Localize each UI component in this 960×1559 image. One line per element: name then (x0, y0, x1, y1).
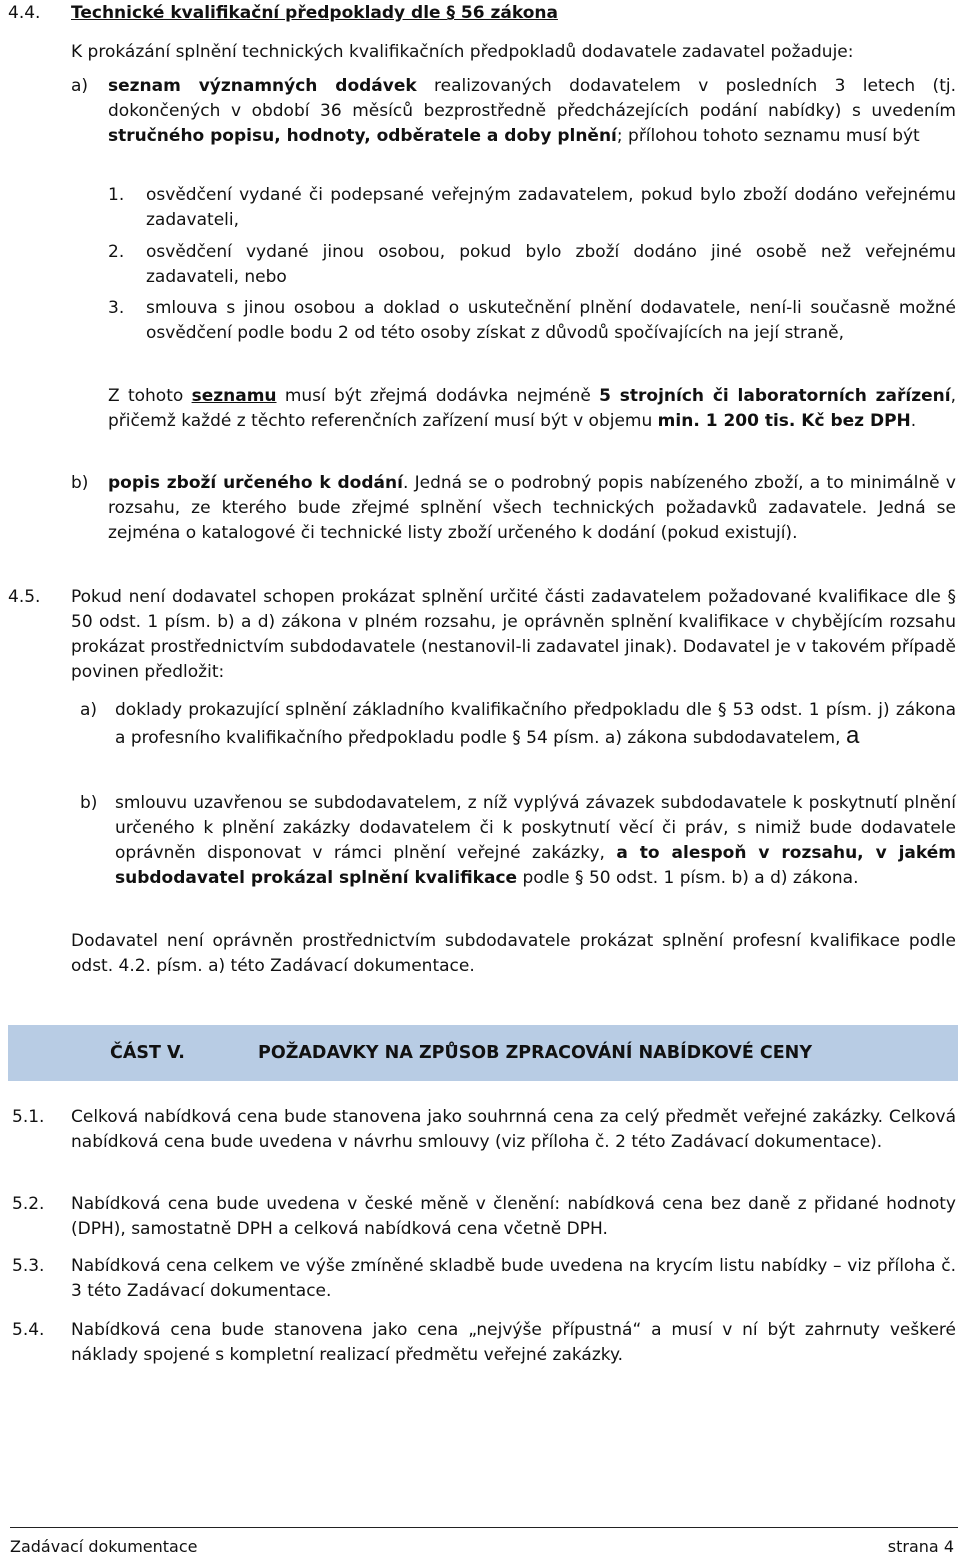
section-number: 5.2. (12, 1194, 45, 1214)
list-item-paragraph (115, 791, 956, 891)
sub-item-number: 2. (108, 242, 125, 262)
section-paragraph: Nabídková cena bude uvedena v české měně v členění: nabídková cena bez daně z přidané hodnoty (DPH), samostatně DPH a celková nabídková cena včetně DPH. (71, 1194, 956, 1239)
page-number: strana 4 (887, 1537, 954, 1556)
text: podle § 50 odst. 1 písm. b) a d) zákona. (517, 868, 859, 888)
section-number: 5.4. (12, 1320, 45, 1340)
part-title: POŽADAVKY NA ZPŮSOB ZPRACOVÁNÍ NABÍDKOVÉ CENY (258, 1043, 812, 1063)
list-marker: a) (71, 76, 89, 96)
emphasis: 5 strojních či laboratorních zařízení (599, 386, 951, 406)
emphasis: popis zboží určeného k dodání (108, 473, 403, 493)
emphasis: seznam významných dodávek (108, 76, 417, 96)
text: doklady prokazující splnění základního kvalifikačního předpokladu dle § 53 odst. 1 písm. j) zákona a profesního kvalifikačního předpokladu podle § 54 písm. a) zákona subdodavatelem, (115, 700, 956, 748)
section-number: 5.3. (12, 1256, 45, 1276)
emphasis: a to alespoň v rozsahu, v jakém subdodavatel prokázal splnění kvalifikace (115, 843, 957, 888)
list-item-paragraph (108, 471, 956, 546)
list-item-paragraph (115, 698, 956, 751)
sub-item-text: smlouva s jinou osobou a doklad o uskutečnění plnění dodavatele, není-li současně možné osvědčení podle bodu 2 od této osoby získat z důvodů spočívajících na její straně, (146, 298, 956, 343)
requirement-paragraph (108, 384, 956, 434)
sub-item-text: osvědčení vydané či podepsané veřejným zadavatelem, pokud bylo zboží dodáno veřejnému zadavateli, (146, 185, 956, 230)
section-number: 4.5. (8, 587, 41, 607)
emphasis: seznamu (191, 386, 277, 406)
section-paragraph: Pokud není dodavatel schopen prokázat splnění určité části zadavatelem požadované kvalifikace dle § 50 odst. 1 písm. b) a d) zákona v plném rozsahu, je oprávněn splnění kvalifikace v chybějícím rozsahu prokázat prostřednictvím subdodavatele (nestanovil-li zadavatel jinak). Dodavatel je v takovém případě povinen předložit: (71, 587, 956, 682)
section-intro: K prokázání splnění technických kvalifikačních předpokladů dodavatele zadavatel požaduje: (71, 42, 854, 62)
sub-item-text: osvědčení vydané jinou osobou, pokud bylo zboží dodáno jiné osobě než veřejnému zadavateli, nebo (146, 242, 956, 287)
part-label: ČÁST V. (110, 1043, 185, 1063)
text: Z tohoto (108, 386, 192, 406)
sub-item-number: 1. (108, 185, 125, 205)
list-marker: a) (80, 700, 98, 720)
section-heading-text: Technické kvalifikační předpoklady dle § 56 zákona (71, 3, 558, 23)
emphasis: stručného popisu, hodnoty, odběratele a doby plnění (108, 126, 617, 146)
text: musí být zřejmá dodávka nejméně (276, 386, 600, 406)
section-number: 4.4. (8, 3, 41, 23)
list-marker: b) (71, 473, 89, 493)
footer-document-title: Zadávací dokumentace (10, 1537, 198, 1556)
section-paragraph: Nabídková cena bude stanovena jako cena „nejvýše přípustná“ a musí v ní být zahrnuty veškeré náklady spojené s kompletní realizací předmětu veřejné zakázky. (71, 1320, 956, 1365)
text: smlouvu uzavřenou se subdodavatelem, z níž vyplývá závazek subdodavatele k poskytnutí plnění určeného k plnění zakázky dodavatelem či k poskytnutí věcí či práv, s nimiž bude dodavatele oprávněn disponovat v rámci plnění veřejné zakázky, (115, 793, 956, 863)
list-item-paragraph (108, 74, 956, 149)
section-heading (71, 1, 558, 26)
sub-item-number: 3. (108, 298, 125, 318)
text: . Jedná se o podrobný popis nabízeného zboží, a to minimálně v rozsahu, ze kterého bude zřejmé splnění všech technických požadavků zadavatele. Jedná se zejména o katalogové či technické listy zboží určeného k dodání (pokud existují). (108, 473, 956, 543)
footer-divider (10, 1527, 958, 1528)
section-closing: Dodavatel není oprávněn prostřednictvím subdodavatele prokázat splnění profesní kvalifikace podle odst. 4.2. písm. a) této Zadávací dokumentace. (71, 931, 956, 976)
text: realizovaných dodavatelem v posledních 3 letech (tj. dokončených v období 36 měsíců bezprostředně předcházejících podání nabídky) s uvedením (108, 76, 956, 121)
text: , přičemž každé z těchto referenčních zařízení musí být v objemu (108, 386, 957, 431)
text: a (845, 722, 860, 749)
text: ; přílohou tohoto seznamu musí být (616, 126, 920, 146)
section-paragraph: Celková nabídková cena bude stanovena jako souhrnná cena za celý předmět veřejné zakázky. Celková nabídková cena bude uvedena v návrhu smlouvy (viz příloha č. 2 této Zadávací dokumentace). (71, 1107, 956, 1152)
section-number: 5.1. (12, 1107, 45, 1127)
section-paragraph: Nabídková cena celkem ve výše zmíněné skladbě bude uvedena na krycím listu nabídky – viz příloha č. 3 této Zadávací dokumentace. (71, 1256, 956, 1301)
text: . (910, 411, 917, 431)
list-marker: b) (80, 793, 98, 813)
emphasis: min. 1 200 tis. Kč bez DPH (657, 411, 911, 431)
